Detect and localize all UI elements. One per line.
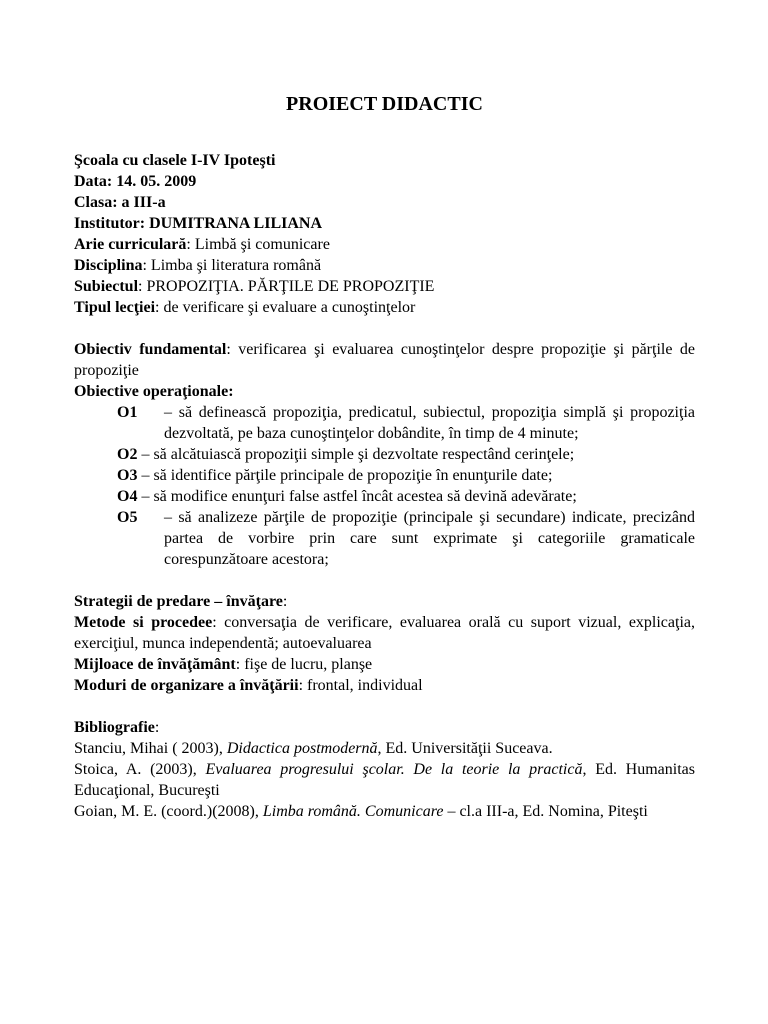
objective-text: – să modifice enunţuri false astfel încât acestea să devină adevărate; [137, 488, 577, 505]
area-label: Arie curriculară [74, 236, 187, 253]
objective-text: – să alcătuiască propoziţii simple şi dezvoltate respectând cerinţele; [137, 446, 575, 463]
bib-authors: Goian, M. E. (coord.)(2008), [74, 803, 263, 820]
objective-item [117, 486, 695, 507]
bib-title: Limba română. Comunicare [262, 803, 444, 820]
bibliography-entry [74, 759, 695, 801]
objective-item [117, 402, 695, 444]
methods-label: Metode si procedee [74, 614, 213, 631]
organization-value: : frontal, individual [298, 677, 423, 694]
lesson-type-value: : de verificare şi evaluare a cunoştinţelor [155, 299, 416, 316]
bibliography-entry [74, 738, 695, 759]
area-value: : Limbă şi comunicare [186, 236, 330, 253]
subject-label: Subiectul [74, 278, 139, 295]
bibliography-entry [74, 801, 695, 822]
fundamental-objective [74, 339, 695, 381]
discipline-value: : Limba şi literatura română [142, 257, 322, 274]
objective-code: O4 [117, 488, 138, 505]
objective-code: O5 [117, 509, 138, 526]
objective-code: O3 [117, 467, 138, 484]
teacher-line [74, 213, 695, 234]
objective-text: – să definească propoziţia, predicatul, subiectul, propoziţia simplă şi propoziţia dezvoltată, pe baza cunoştinţelor dobândite, în timp de 4 minute; [164, 404, 695, 442]
bib-title: Evaluarea progresului şcolar. De la teorie la practică [205, 761, 583, 778]
means-line [74, 654, 695, 675]
document-title: PROIECT DIDACTIC [286, 93, 483, 115]
school-line: Şcoala cu clasele I-IV Ipoteşti [74, 152, 276, 169]
bibliography-heading [74, 717, 695, 738]
lesson-type-label: Tipul lecţiei [74, 299, 156, 316]
organization-label: Moduri de organizare a învăţării [74, 677, 299, 694]
subject-value: : PROPOZIŢIA. PĂRŢILE DE PROPOZIŢIE [138, 278, 435, 295]
methods-line [74, 612, 695, 654]
means-value: : fişe de lucru, planşe [235, 656, 373, 673]
spacer [74, 318, 695, 339]
objective-item [117, 507, 695, 570]
discipline-line [74, 255, 695, 276]
operational-objectives-label: Obiective operaţionale: [74, 383, 234, 400]
bib-publisher: , Ed. Humanitas Educaţional, Bucureşti [74, 761, 695, 799]
objective-code: O1 [117, 404, 138, 421]
fundamental-objective-value: : verificarea şi evaluarea cunoştinţelor despre propoziţie şi părţile de propoziţie [74, 341, 695, 379]
subject-line [74, 276, 695, 297]
bib-publisher: , Ed. Universităţii Suceava. [377, 740, 553, 757]
spacer [74, 696, 695, 717]
organization-line [74, 675, 695, 696]
methods-value: : conversaţia de verificare, evaluarea orală cu suport vizual, explicaţia, exerciţiul, munca independentă; autoevaluarea [74, 614, 696, 652]
objective-text: – să analizeze părţile de propoziţie (principale şi secundare) indicate, precizând partea de vorbire prin care sunt exprimate şi categoriile gramaticale corespunzătoare acestora; [164, 509, 695, 568]
objective-text: – să identifice părţile principale de propoziţie în enunţurile date; [137, 467, 553, 484]
strategies-colon: : [282, 593, 288, 610]
bib-authors: Stanciu, Mihai ( 2003), [74, 740, 227, 757]
bib-title: Didactica postmodernă [226, 740, 378, 757]
lesson-type-line [74, 297, 695, 318]
strategies-heading [74, 591, 695, 612]
operational-objectives-list [74, 402, 695, 570]
bib-authors: Stoica, A. (2003), [74, 761, 206, 778]
bibliography-label: Bibliografie [74, 719, 155, 736]
teacher-label: Institutor [74, 215, 140, 232]
discipline-label: Disciplina [74, 257, 143, 274]
area-line [74, 234, 695, 255]
fundamental-objective-label: Obiectiv fundamental [74, 341, 227, 358]
teacher-value: : DUMITRANA LILIANA [139, 215, 323, 232]
spacer [74, 570, 695, 591]
means-label: Mijloace de învăţământ [74, 656, 236, 673]
bibliography-colon: : [154, 719, 160, 736]
objective-item [117, 465, 695, 486]
strategies-label: Strategii de predare – învăţare [74, 593, 283, 610]
objective-item [117, 444, 695, 465]
bib-publisher: – cl.a III-a, Ed. Nomina, Piteşti [443, 803, 648, 820]
class-line: Clasa: a III-a [74, 194, 166, 211]
date-line: Data: 14. 05. 2009 [74, 173, 197, 190]
objective-code: O2 [117, 446, 138, 463]
